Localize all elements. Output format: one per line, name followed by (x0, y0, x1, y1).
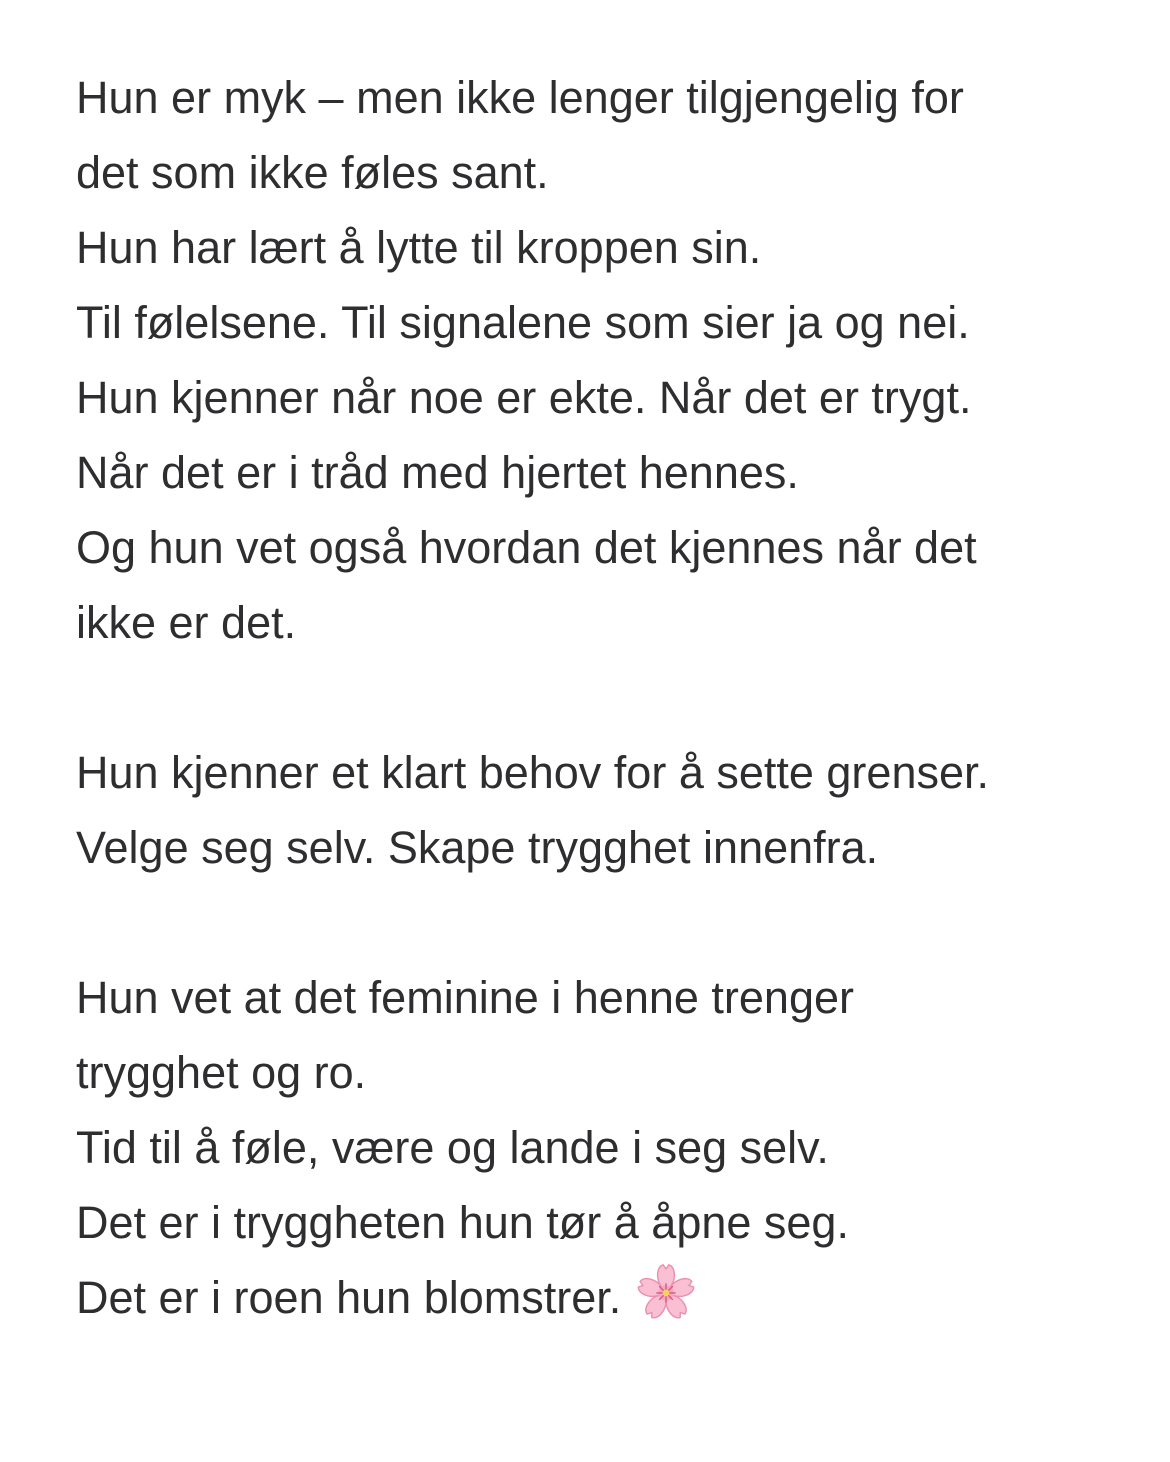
text-line: Til følelsene. Til signalene som sier ja og nei. (76, 297, 970, 348)
text-line: Hun er myk – men ikke lenger tilgjengelig for (76, 72, 964, 123)
text-line: Tid til å føle, være og lande i seg selv. (76, 1122, 829, 1173)
paragraph-3 (76, 960, 1116, 1335)
text-line: trygghet og ro. (76, 1047, 367, 1098)
text-line: Hun har lært å lytte til kroppen sin. (76, 222, 762, 273)
text-line: Og hun vet også hvordan det kjennes når det (76, 522, 977, 573)
paragraph-gap (76, 660, 1116, 735)
text-line: Det er i tryggheten hun tør å åpne seg. (76, 1197, 849, 1248)
text-line: Hun kjenner et klart behov for å sette grenser. (76, 747, 990, 798)
paragraph-gap (76, 885, 1116, 960)
paragraph-2 (76, 735, 1116, 885)
text-line: det som ikke føles sant. (76, 147, 549, 198)
cherry-blossom-icon (635, 1261, 697, 1323)
text-line: Velge seg selv. Skape trygghet innenfra. (76, 822, 879, 873)
text-line: ikke er det. (76, 597, 297, 648)
text-line: Hun kjenner når noe er ekte. Når det er trygt. (76, 372, 972, 423)
paragraph-1 (76, 60, 1116, 660)
text-line: Hun vet at det feminine i henne trenger (76, 972, 854, 1023)
text-line: Det er i roen hun blomstrer. (76, 1272, 622, 1323)
text-line: Når det er i tråd med hjertet hennes. (76, 447, 799, 498)
text-line-with-icon (76, 1260, 1116, 1335)
note-body (76, 60, 1116, 1335)
